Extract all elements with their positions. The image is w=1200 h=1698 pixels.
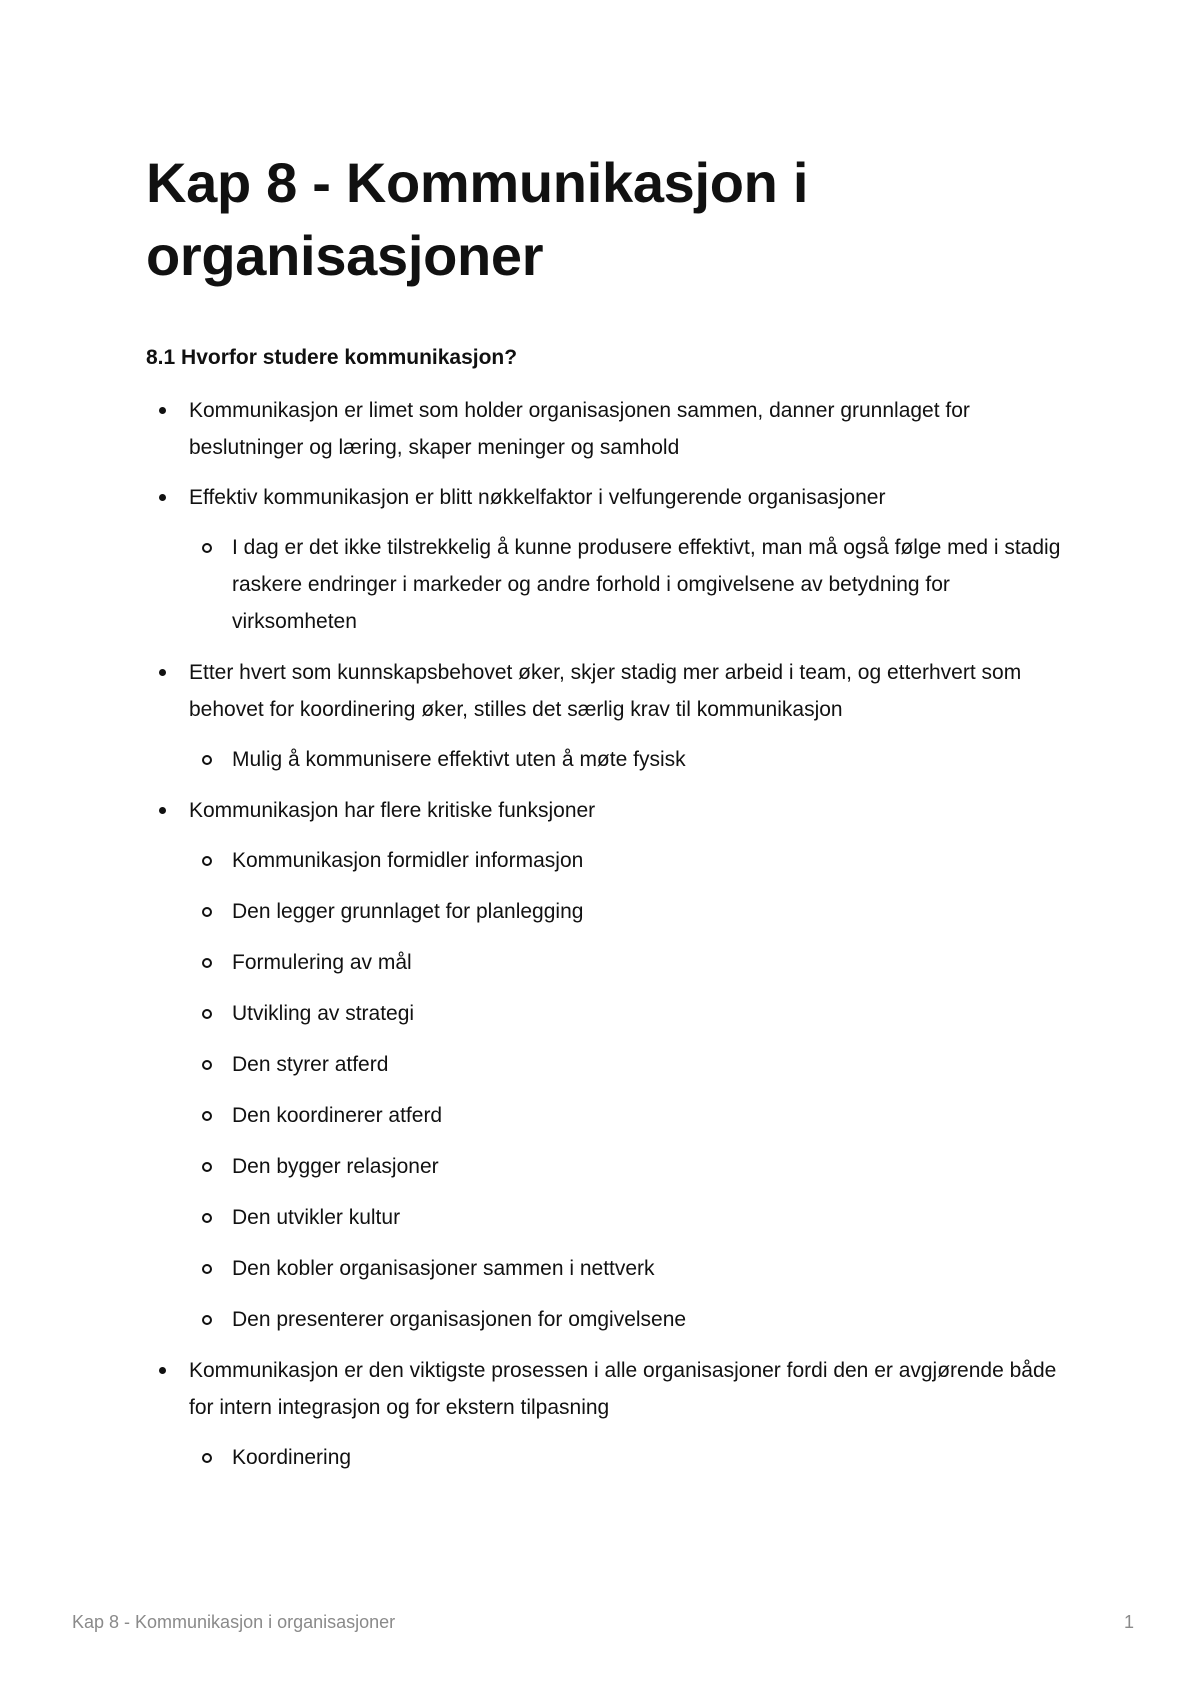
bullet-circle-icon xyxy=(202,1264,212,1274)
bullet-circle-icon xyxy=(202,1213,212,1223)
sub-list-item-text: Den styrer atferd xyxy=(232,1053,389,1076)
sub-list-item xyxy=(189,893,1066,930)
sub-list-item xyxy=(189,995,1066,1032)
list-item-text: Etter hvert som kunnskapsbehovet øker, skjer stadig mer arbeid i team, og etterhvert som behovet for koordinering øker, stilles det særlig krav til kommunikasjon xyxy=(189,661,1022,721)
list-item-text: Kommunikasjon er limet som holder organisasjonen sammen, danner grunnlaget for beslutninger og læring, skaper meninger og samhold xyxy=(189,399,970,459)
sub-list-item-text: Formulering av mål xyxy=(232,951,412,974)
sub-list-item xyxy=(189,529,1066,640)
bullet-circle-icon xyxy=(202,543,212,553)
sub-list-item-text: Den kobler organisasjoner sammen i nettverk xyxy=(232,1257,655,1280)
bullet-circle-icon xyxy=(202,907,212,917)
list-item-text: Kommunikasjon har flere kritiske funksjoner xyxy=(189,799,596,822)
list-item xyxy=(146,1352,1066,1476)
sub-list-item xyxy=(189,1097,1066,1134)
bullet-circle-icon xyxy=(202,1162,212,1172)
sub-list-item xyxy=(189,741,1066,778)
sub-list-item xyxy=(189,1439,1066,1476)
bullet-circle-icon xyxy=(202,755,212,765)
bullet-circle-icon xyxy=(202,1060,212,1070)
list-item xyxy=(146,392,1066,466)
bullet-dot-icon xyxy=(159,494,166,501)
sub-list xyxy=(189,1439,1066,1476)
bullet-dot-icon xyxy=(159,807,166,814)
sub-list-item xyxy=(189,1250,1066,1287)
list-item-text: Effektiv kommunikasjon er blitt nøkkelfaktor i velfungerende organisasjoner xyxy=(189,486,886,509)
sub-list-item-text: Koordinering xyxy=(232,1446,352,1469)
sub-list-item xyxy=(189,1046,1066,1083)
sub-list xyxy=(189,529,1066,640)
bullet-circle-icon xyxy=(202,1453,212,1463)
page-title: Kap 8 - Kommunikasjon i organisasjoner xyxy=(146,151,809,287)
sub-list-item xyxy=(189,1301,1066,1338)
sub-list-item xyxy=(189,1199,1066,1236)
section-heading: 8.1 Hvorfor studere kommunikasjon? xyxy=(146,346,518,369)
sub-list-item-text: I dag er det ikke tilstrekkelig å kunne produsere effektivt, man må også følge med i stadig raskere endringer i markeder og andre forhold i omgivelsene av betydning for virksomheten xyxy=(232,536,1061,633)
sub-list-item xyxy=(189,1148,1066,1185)
bullet-circle-icon xyxy=(202,958,212,968)
sub-list-item xyxy=(189,944,1066,981)
sub-list-item-text: Den bygger relasjoner xyxy=(232,1155,439,1178)
sub-list-item-text: Utvikling av strategi xyxy=(232,1002,415,1025)
sub-list xyxy=(189,741,1066,778)
bullet-circle-icon xyxy=(202,1009,212,1019)
footer-title: Kap 8 - Kommunikasjon i organisasjoner xyxy=(72,1612,396,1632)
bullet-list xyxy=(146,392,1066,1490)
bullet-dot-icon xyxy=(159,669,166,676)
list-item xyxy=(146,479,1066,640)
list-item xyxy=(146,654,1066,778)
sub-list-item-text: Den utvikler kultur xyxy=(232,1206,401,1229)
sub-list-item-text: Den presenterer organisasjonen for omgivelsene xyxy=(232,1308,687,1331)
bullet-circle-icon xyxy=(202,1315,212,1325)
list-item xyxy=(146,792,1066,1338)
bullet-dot-icon xyxy=(159,1367,166,1374)
sub-list-item-text: Den koordinerer atferd xyxy=(232,1104,443,1127)
bullet-circle-icon xyxy=(202,1111,212,1121)
footer-page-number: 1 xyxy=(1123,1612,1134,1632)
bullet-circle-icon xyxy=(202,856,212,866)
sub-list-item-text: Den legger grunnlaget for planlegging xyxy=(232,900,584,923)
sub-list-item-text: Mulig å kommunisere effektivt uten å møte fysisk xyxy=(232,748,686,771)
sub-list-item xyxy=(189,842,1066,879)
bullet-dot-icon xyxy=(159,407,166,414)
list-item-text: Kommunikasjon er den viktigste prosessen i alle organisasjoner fordi den er avgjørende både for intern integrasjon og for ekstern tilpasning xyxy=(189,1359,1057,1419)
sub-list xyxy=(189,842,1066,1338)
sub-list-item-text: Kommunikasjon formidler informasjon xyxy=(232,849,584,872)
